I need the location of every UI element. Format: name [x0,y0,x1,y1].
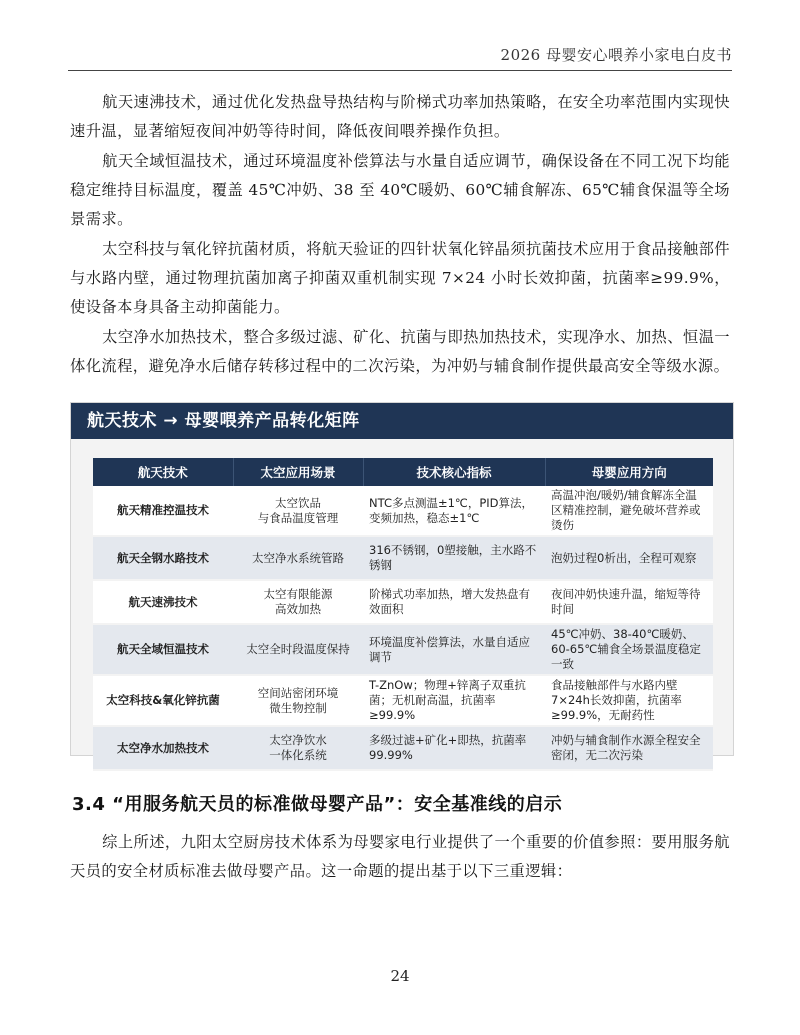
table-row [93,536,713,580]
table-cell: 多级过滤+矿化+即热，抗菌率 99.99% [363,726,545,770]
table-cell: 45℃冲奶、38-40℃暖奶、60-65℃辅食全场景温度稳定一致 [545,624,713,675]
section-title: 3.4 “用服务航天员的标准做母婴产品”：安全基准线的启示 [72,794,563,815]
table-cell: NTC多点测温±1℃，PID算法，变频加热，稳态±1℃ [363,486,545,536]
table-cell: 泡奶过程0析出，全程可观察 [545,536,713,580]
table-cell: 空间站密闭环境 微生物控制 [233,675,363,726]
paragraph: 航天速沸技术，通过优化发热盘导热结构与阶梯式功率加热策略，在安全功率范围内实现快速升温，显著缩短夜间冲奶等待时间，降低夜间喂养操作负担。 [70,93,731,140]
table-cell: 太空净饮水 一体化系统 [233,726,363,770]
table-cell: 316不锈钢，0塑接触，主水路不锈钢 [363,536,545,580]
column-header: 太空应用场景 [233,458,363,486]
table-cell: 冲奶与辅食制作水源全程安全密闭，无二次污染 [545,726,713,770]
table-cell: 航天全域恒温技术 [93,624,233,675]
table-row [93,580,713,624]
table-cell: T-ZnOw；物理+锌离子双重抗菌；无机耐高温，抗菌率≥99.9% [363,675,545,726]
table-row [93,624,713,675]
table-cell: 航天精准控温技术 [93,486,233,536]
table-cell: 环境温度补偿算法，水量自适应调节 [363,624,545,675]
table-row [93,726,713,770]
paragraph: 太空科技与氧化锌抗菌材质，将航天验证的四针状氧化锌晶须抗菌技术应用于食品接触部件与水路内壁，通过物理抗菌加离子抑菌双重机制实现 7×24 小时长效抑菌，抗菌率≥99.9%，使设备本身具备主动抑菌能力。 [70,240,731,316]
column-header: 航天技术 [93,458,233,486]
table-header-row [93,458,713,486]
table-cell: 太空净水系统管路 [233,536,363,580]
header-title: 2026 母婴安心喂养小家电白皮书 [500,46,732,64]
column-header: 母婴应用方向 [545,458,713,486]
table-cell: 太空全时段温度保持 [233,624,363,675]
header-rule [68,70,732,71]
table-cell: 夜间冲奶快速升温，缩短等待时间 [545,580,713,624]
table-row [93,675,713,726]
page-number: 24 [390,967,410,985]
table-row [93,486,713,536]
paragraph: 航天全域恒温技术，通过环境温度补偿算法与水量自适应调节，确保设备在不同工况下均能稳定维持目标温度，覆盖 45℃冲奶、38 至 40℃暖奶、60℃辅食解冻、65℃辅食保温等全场景需求。 [70,152,731,228]
table-cell: 阶梯式功率加热，增大发热盘有效面积 [363,580,545,624]
table-cell: 高温冲泡/暖奶/辅食解冻全温区精准控制，避免破坏营养或烫伤 [545,486,713,536]
section-body [70,828,730,887]
table-cell: 太空有限能源 高效加热 [233,580,363,624]
matrix-title: 航天技术 → 母婴喂养产品转化矩阵 [71,403,733,439]
body-text [70,88,730,382]
column-header: 技术核心指标 [363,458,545,486]
matrix-table [93,458,713,771]
table-cell: 太空净水加热技术 [93,726,233,770]
transformation-matrix-figure [70,402,734,762]
table-cell: 食品接触部件与水路内壁7×24h长效抑菌，抗菌率≥99.9%，无耐药性 [545,675,713,726]
paragraph: 太空净水加热技术，整合多级过滤、矿化、抗菌与即热加热技术，实现净水、加热、恒温一体化流程，避免净水后储存转移过程中的二次污染，为冲奶与辅食制作提供最高安全等级水源。 [70,328,731,375]
table-cell: 航天速沸技术 [93,580,233,624]
table-cell: 航天全钢水路技术 [93,536,233,580]
table-cell: 太空饮品 与食品温度管理 [233,486,363,536]
table-cell: 太空科技&氧化锌抗菌 [93,675,233,726]
paragraph: 综上所述，九阳太空厨房技术体系为母婴家电行业提供了一个重要的价值参照：要用服务航天员的安全材质标准去做母婴产品。这一命题的提出基于以下三重逻辑： [70,833,731,880]
